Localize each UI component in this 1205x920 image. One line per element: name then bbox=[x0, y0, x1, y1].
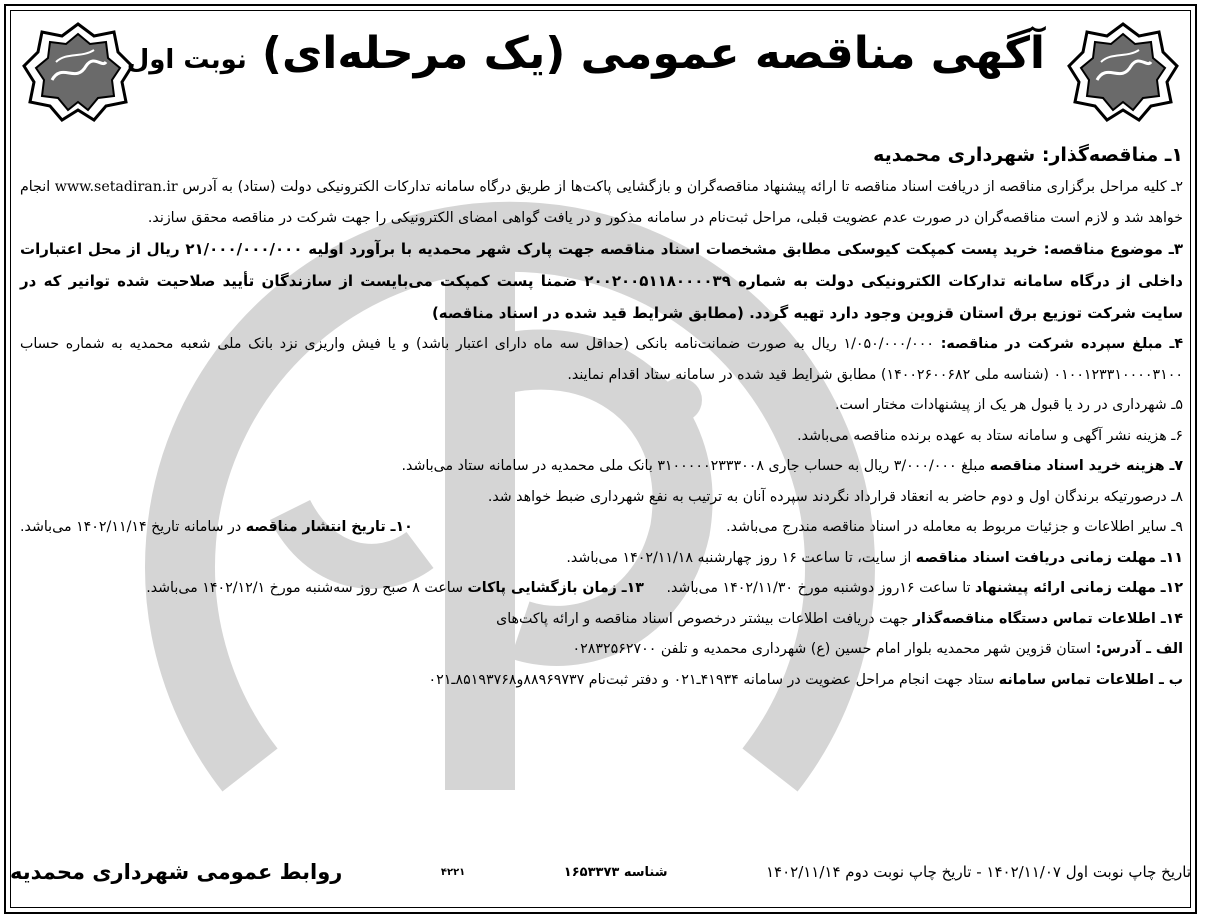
item-10-label: ۱۰ـ تاریخ انتشار مناقصه bbox=[245, 519, 413, 535]
item-4-deposit bbox=[20, 329, 1183, 390]
page-title: آگهی مناقصه عمومی (یک مرحله‌ای) bbox=[261, 28, 1045, 79]
be-label: ب ـ اطلاعات تماس سامانه bbox=[998, 671, 1183, 688]
items-9-10-row bbox=[20, 512, 1183, 543]
item-10 bbox=[20, 512, 413, 543]
item-11 bbox=[20, 543, 1183, 574]
item-14 bbox=[20, 604, 1183, 635]
item-7-documents-fee bbox=[20, 451, 1183, 482]
notice-title bbox=[126, 28, 1045, 108]
alef-text: استان قزوین شهر محمدیه بلوار امام حسین (ع) شهرداری محمدیه و تلفن ۰۲۸۳۲۵۶۲۷۰۰ bbox=[572, 641, 1092, 657]
item-1-tenderer: ۱ـ مناقصه‌گذار: شهرداری محمدیه bbox=[873, 144, 1183, 166]
notice-code: ۴۲۲۱ bbox=[440, 866, 466, 878]
alef-label: الف ـ آدرس: bbox=[1095, 641, 1183, 657]
item-13-label: ۱۳ـ زمان بازگشایی پاکات bbox=[467, 580, 644, 596]
item-10-text: در سامانه تاریخ ۱۴۰۲/۱۱/۱۴ می‌باشد. bbox=[20, 519, 242, 535]
setad-url-link[interactable]: www.setadiran.ir bbox=[54, 179, 178, 195]
municipality-seal-icon bbox=[1067, 22, 1179, 122]
item-8: ۸ـ درصورتیکه برندگان اول و دوم حاضر به انعقاد قرارداد نگردند سپرده آنان به ترتیب به نفع شهرداری ضبط خواهد شد. bbox=[487, 488, 1183, 505]
item-be-contact bbox=[20, 665, 1183, 696]
notice-body bbox=[20, 138, 1183, 695]
item-11-label: ۱۱ـ مهلت زمانی دریافت اسناد مناقصه bbox=[915, 549, 1183, 566]
item-2-rest: انجام خواهد شد و لازم است مناقصه‌گران در صورت عدم عضویت قبلی، مراحل ثبت‌نام در سامانه مذکور و در یافت گواهی امضای الکترونیکی را جهت شرکت در مناقصه محقق سازند. bbox=[20, 179, 1183, 226]
item-11-text: از سایت، تا ساعت ۱۶ روز چهارشنبه ۱۴۰۲/۱۱/۱۸ می‌باشد. bbox=[566, 549, 912, 566]
item-6: ۶ـ هزینه نشر آگهی و سامانه ستاد به عهده برنده مناقصه می‌باشد. bbox=[797, 427, 1183, 444]
item-7-label: ۷ـ هزینه خرید اسناد مناقصه bbox=[989, 458, 1183, 474]
item-9: ۹ـ سایر اطلاعات و جزئیات مربوط به معامله در اسناد مناقصه مندرج می‌باشد. bbox=[726, 519, 1183, 535]
item-13-text: ساعت ۸ صبح روز سه‌شنبه مورخ ۱۴۰۲/۱۲/۱ می‌باشد. bbox=[146, 580, 463, 596]
item-14-label: ۱۴ـ اطلاعات تماس دستگاه مناقصه‌گذار bbox=[912, 610, 1183, 627]
notice-id: شناسه ۱۶۵۳۳۷۳ bbox=[563, 864, 668, 880]
be-text: ستاد جهت انجام مراحل عضویت در سامانه ۴۱۹۳۴ـ۰۲۱ و دفتر ثبت‌نام ۸۸۹۶۹۷۳۷و۸۵۱۹۳۷۶۸ـ۰۲۱ bbox=[428, 671, 995, 688]
item-7-text: مبلغ ۳/۰۰۰/۰۰۰ ریال به حساب جاری ۳۱۰۰۰۰۰۲۳۳۳۰۰۸ بانک ملی محمدیه در سامانه ستاد می‌باشد. bbox=[401, 458, 986, 474]
item-4-label: ۴ـ مبلغ سپرده شرکت در مناقصه: bbox=[940, 336, 1183, 352]
notice-footer bbox=[10, 852, 1191, 892]
public-relations-signature: روابط عمومی شهرداری محمدیه bbox=[10, 860, 343, 884]
item-5: ۵ـ شهرداری در رد یا قبول هر یک از پیشنهادات مختار است. bbox=[834, 397, 1183, 413]
item-2-procedure bbox=[20, 172, 1183, 233]
item-3-subject: ۳ـ موضوع مناقصه: خرید پست کمپکت کیوسکی مطابق مشخصات اسناد مناقصه جهت پارک شهر محمدیه با برآورد اولیه ۲۱/۰۰۰/۰۰۰/۰۰۰ ریال از محل اعتبارات داخلی از درگاه سامانه تدارکات الکترونیکی دولت به شماره ۲۰۰۲۰۰۵۱۱۸۰۰۰۰۳۹ ضمنا پست کمپکت می‌بایست از سازندگان تأیید صلاحیت شده توانیر که در سایت شرکت توزیع برق استان قزوین وجود دارد تهیه گردد. (مطابق شرایط قید شده در اسناد مناقصه) bbox=[20, 240, 1183, 322]
print-dates: تاریخ چاپ نوبت اول ۱۴۰۲/۱۱/۰۷ - تاریخ چاپ نوبت دوم ۱۴۰۲/۱۱/۱۴ bbox=[765, 863, 1191, 881]
item-12-label: ۱۲ـ مهلت زمانی ارائه پیشنهاد bbox=[974, 580, 1183, 596]
item-4-text: ۱/۰۵۰/۰۰۰/۰۰۰ ریال به صورت ضمانت‌نامه بانکی (حداقل سه ماه دارای اعتبار باشد) و یا فیش واریزی نزد بانک ملی شعبه محمدیه به شماره حساب ۰۱۰۰۱۲۳۳۱۰۰۰۰۳۱۰۰ (شناسه ملی ۱۴۰۰۲۶۰۰۶۸۲) مطابق شرایط قید شده در سامانه ستاد اقدام نمایند. bbox=[20, 336, 1183, 383]
items-12-13-row bbox=[20, 573, 1183, 604]
item-12-text: تا ساعت ۱۶روز دوشنبه مورخ ۱۴۰۲/۱۱/۳۰ می‌باشد. bbox=[666, 580, 971, 596]
municipality-seal-icon bbox=[22, 22, 134, 122]
item-2-text: ۲ـ کلیه مراحل برگزاری مناقصه از دریافت اسناد مناقصه تا ارائه پیشنهاد مناقصه‌گران و بازگشایی پاکت‌ها از طریق درگاه سامانه تدارکات الکترونیکی دولت (ستاد) به آدرس bbox=[182, 179, 1183, 195]
page-subtitle: نوبت اول bbox=[126, 45, 247, 75]
item-alef-address bbox=[20, 634, 1183, 665]
item-14-text: جهت دریافت اطلاعات بیشتر درخصوص اسناد مناقصه و ارائه پاکت‌های bbox=[496, 610, 909, 627]
